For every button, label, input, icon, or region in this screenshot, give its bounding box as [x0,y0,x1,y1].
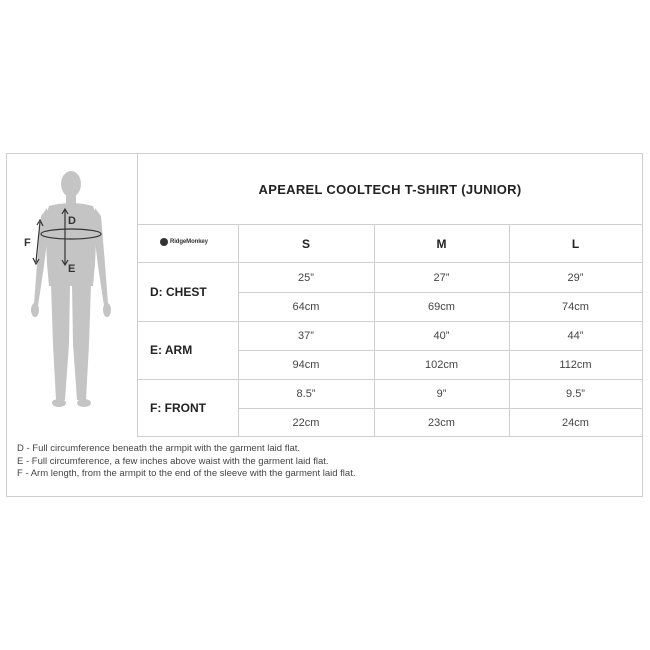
table-cell: 9.5” [566,387,585,400]
size-header-l: L [571,237,580,251]
table-cell: 69cm [428,300,455,313]
figure-label-d: D [68,215,76,227]
figure-label-f: F [24,237,31,249]
table-header-row [138,225,642,263]
size-header-m: M [436,237,447,251]
brand-name: RidgeMonkey [170,239,208,245]
size-chart [6,153,643,497]
brand-logo-icon [160,238,168,246]
row-label-chest: D: CHEST [150,285,207,299]
size-header-s: S [301,237,310,251]
row-label-arm: E: ARM [150,343,193,357]
brand-logo [160,238,208,246]
body-figure-panel [7,154,138,437]
table-cell: 44” [567,329,584,342]
table-cell: 37” [298,329,314,342]
table-cell: 22cm [292,416,320,429]
note-d: D - Full circumference beneath the armpit with the garment laid flat. [17,443,301,454]
body-silhouette-icon [7,154,138,437]
table-cell: 102cm [424,358,459,371]
figure-label-e: E [68,263,76,275]
row-label-front: F: FRONT [150,401,206,415]
table-cell: 27” [433,271,450,284]
table-cell: 9” [436,387,447,400]
note-e: E - Full circumference, a few inches above waist with the garment laid flat. [17,455,329,467]
table-cell: 40” [433,329,450,342]
table-cell: 74cm [562,300,589,313]
table-cell: 112cm [559,358,592,371]
table-cell: 94cm [292,358,320,371]
table-cell: 29” [567,271,584,284]
measurement-notes [7,437,642,497]
table-cell: 64cm [292,300,320,313]
table-cell: 23cm [428,416,455,429]
size-table [138,225,642,437]
table-cell: 8.5” [296,387,316,400]
table-cell: 24cm [562,416,589,429]
table-cell: 25” [298,271,314,284]
note-f: F - Arm length, from the armpit to the end of the sleeve with the garment laid flat. [17,468,356,479]
chart-title: APEAREL COOLTECH T-SHIRT (JUNIOR) [138,154,642,225]
